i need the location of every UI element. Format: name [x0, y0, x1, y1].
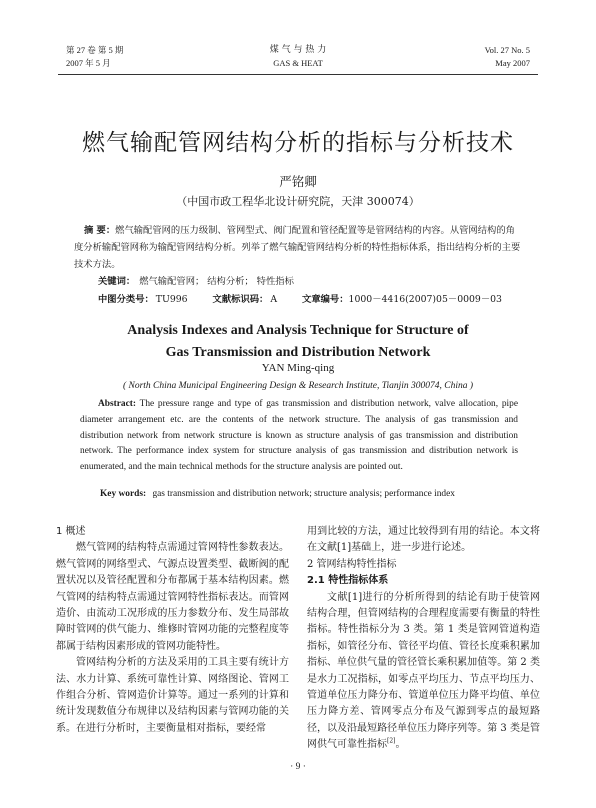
author-en: YAN Ming-qing [261, 362, 335, 374]
section-1-paragraph-2-continued: 用到比较的方法，通过比较得到有用的结论。本文将在文献[1]基础上，进一步进行论述。 [307, 526, 540, 554]
keywords-cn-text: 燃气输配管网； 结构分析； 特性指标 [139, 276, 294, 287]
keywords-en [100, 489, 455, 499]
paper-title-en-line2: Gas Transmission and Distribution Network [165, 345, 431, 360]
subsection-2-1-end: 。 [395, 739, 406, 751]
abstract-cn [74, 222, 522, 273]
author-cn: 严铭卿 [279, 174, 317, 189]
body-column-left [56, 524, 289, 737]
abstract-cn-text: 燃气输配管网的压力级制、管网型式、阀门配置和管径配置等是管网结构的内容。从管网结构的角度分析输配管网称为输配管网结构分析。列举了燃气输配管网结构分析的特性指标体系，指出结构分析的主要技术方法。 [74, 225, 521, 270]
doc-code-value: A [270, 294, 278, 305]
paper-title-en [0, 320, 596, 364]
article-number-label: 文章编号： [302, 294, 349, 305]
section-1-paragraph-1: 燃气管网的结构特点需通过管网特性参数表达。燃气管网的网络型式、气源点设置类型、截断阀的配置状况以及管径配置和分布都属于基本结构因素。燃气管网的结构特点需通过管网特性指标表达。而管网造价、由流动工况形成的压力参数分布、发生局部故障时管网的供气能力、维修时管网功能的完整程度等都属于结构因素形成的管网功能特性。 [56, 542, 289, 652]
clc-label: 中图分类号： [98, 294, 154, 305]
journal-name-cn: 煤 气 与 热 力 [269, 45, 327, 55]
subsection-2-1-heading: 2.1 特性指标体系 [307, 575, 389, 587]
volume-issue-en: Vol. 27 No. 5 [484, 45, 530, 55]
affiliation-cn: （中国市政工程华北设计研究院，天津 300074） [176, 195, 420, 208]
paper-title-en-line1: Analysis Indexes and Analysis Technique for Structure of [127, 323, 469, 338]
publication-date: 2007 年 5 月 [66, 58, 111, 68]
section-1-paragraph-2: 管网结构分析的方法及采用的工具主要有统计方法、水力计算、系统可靠性计算、网络图论、管网工作组合分析、管网造价计算等。通过一系列的计算和统计发现数值分布规律以及结构因素与管网功能的关系。在进行分析时，主要衡量相对指标，要经常 [56, 657, 289, 734]
header-right [485, 44, 530, 70]
body-column-right [307, 524, 540, 754]
header-rule [58, 74, 538, 75]
journal-name-en: GAS & HEAT [273, 58, 323, 68]
paper-title-cn: 燃气输配管网结构分析的指标与分析技术 [82, 130, 514, 156]
affiliation-en: ( North China Municipal Engineering Design & Research Institute, Tianjin 300074, China ) [122, 381, 474, 391]
abstract-en-label: Abstract: [98, 399, 137, 409]
volume-issue: 第 27 卷 第 5 期 [66, 45, 124, 55]
page-number: · 9 · [290, 762, 306, 772]
clc-value: TU996 [155, 294, 188, 305]
article-number-value: 1000－4416(2007)05－0009－03 [348, 294, 502, 305]
abstract-en-text: The pressure range and type of gas transmission and distribution network, valve allocation, pipe diameter arrangement etc. are the contents of the network structure. The analysis of gas transmission and distribution network from network structure is known as structure analysis of gas transmission and distribution network. The performance index system for structure analysis of gas transmission and distribution network is enumerated, and the main technical methods for the structure analysis are pointed out. [80, 399, 518, 473]
keywords-en-label: Key words: [100, 489, 147, 499]
citation-2: [2] [387, 737, 396, 745]
section-2-heading: 2 管网结构特性指标 [307, 558, 397, 570]
publication-date-en: May 2007 [495, 58, 530, 68]
abstract-cn-label: 摘 要： [84, 225, 116, 236]
subsection-2-1-paragraph-1 [307, 590, 540, 754]
section-1-heading: 1 概述 [56, 526, 86, 537]
abstract-en [80, 397, 518, 476]
classification-line [98, 291, 502, 305]
subsection-2-1-text: 文献[1]进行的分析所得到的结论有助于使管网结构合理，但管网结构的合理程度需要有衡量的特性指标。特性指标分为 3 类。第 1 类是管网管道构造指标，如管径分布、管径平均值、管径长度乘积累加指标、单位供气量的管径管长乘积累加值等。第 2 类是水力工况指标，如零点平均压力、节点平均压力、管道单位压力降分布、管道单位压力降平均值、单位压力降方差、管网零点分布及气源到零点的最短路径，以及沿最短路径单位压力降序列等。第 3 类是管网供气可靠性指标 [307, 591, 540, 751]
keywords-en-text: gas transmission and distribution network; structure analysis; performance index [152, 489, 455, 499]
keywords-cn-label: 关键词： [98, 276, 136, 287]
keywords-cn [98, 273, 294, 287]
doc-code-label: 文献标识码： [212, 294, 269, 305]
